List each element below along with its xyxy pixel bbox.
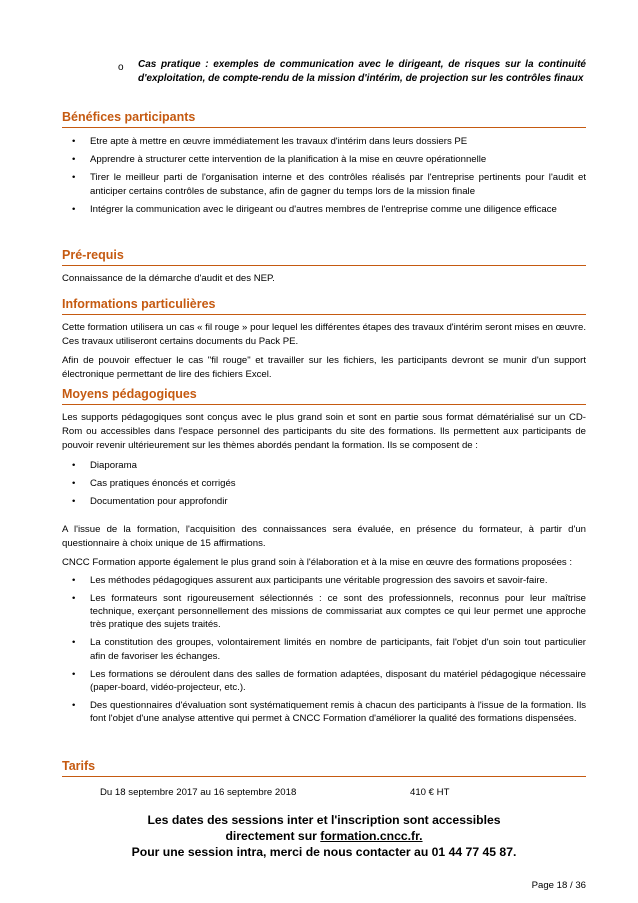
list-item: • Apprendre à structurer cette intervention de la planification à la mise en œuvre opérationnelle [72,154,487,166]
benefices-list [62,135,586,216]
bullet-icon: • [72,154,76,166]
moyens-paragraph: Les supports pédagogiques sont conçus avec le plus grand soin et sont en partie sous format dématérialisé sur un CD-Rom ou accessibles dans l'espace personnel des participants du site des formations. Ils permettent aux participants de pouvoir revenir ultérieurement sur les thèmes abordés pendant la formation. Ils se composent de : [62,412,586,451]
page-number: Page 18 / 36 [531,880,586,891]
supports-list [62,459,586,509]
sub-bullet-marker: o [118,62,124,73]
informations-paragraph: Cette formation utilisera un cas « fil rouge » pour lequel les différentes étapes des travaux d'intérim seront mises en œuvre. Ces travaux utiliseront certains documents du Pack PE. [62,322,586,347]
list-item: • Les méthodes pédagogiques assurent aux participants une véritable progression des savoirs et savoir-faire. [72,574,548,586]
prerequis-text: Connaissance de la démarche d'audit et des NEP. [62,273,275,284]
note-line: Les dates des sessions inter et l'inscription sont accessibles [147,813,501,827]
inscription-note [62,812,586,860]
section-moyens [62,387,586,731]
list-item: • La constitution des groupes, volontairement limités en nombre de participants, fait l'objet d'un soin tout particulier afin de favoriser les échanges. [72,637,586,662]
list-item: • Etre apte à mettre en œuvre immédiatement les travaux d'intérim dans leurs dossiers PE [72,136,468,147]
qualite-list [62,574,586,726]
list-item: • Intégrer la communication avec le dirigeant ou d'autres membres de l'entreprise comme une diligence efficace [72,203,557,215]
tarif-price: 410 € HT [410,787,450,798]
bullet-icon: • [72,460,76,471]
list-item: • Les formateurs sont rigoureusement sélectionnés : ce sont des professionnels, reconnus pour leur maîtrise technique, exerçant personnellement des missions de commissariat aux comptes ce qui leur permet une approche très pratique des sujets traités. [72,592,586,631]
list-item: • Les formations se déroulent dans des salles de formation adaptées, disposant du matériel pédagogique nécessaire (paper-board, vidéo-projecteur, etc.). [72,668,586,694]
list-item: • Documentation pour approfondir [72,496,228,508]
section-heading: Informations particulières [62,297,586,315]
list-item: • Des questionnaires d'évaluation sont systématiquement remis à chacun des participants à l'issue de la formation. Ils font l'objet d'une analyse attentive qui permet à CNCC Formation d'améliorer la qualité des formations dispensées. [72,700,586,725]
section-heading: Pré-requis [62,248,586,266]
case-pratique-text: Cas pratique : exemples de communication avec le dirigeant, de risques sur la continuité d'exploitation, de compte-rendu de la mission d'intérim, de projection sur les contrôles finaux [138,59,586,84]
note-line: directement sur formation.cncc.fr. [225,829,423,843]
tarif-period: Du 18 septembre 2017 au 16 septembre 2018 [100,787,297,798]
bullet-icon: • [72,172,76,184]
informations-paragraph: Afin de pouvoir effectuer le cas "fil rouge" et travailler sur les fichiers, les participants devront se munir d'un support électronique permettant de lire des fichiers Excel. [62,355,586,380]
bullet-icon: • [72,700,76,712]
bullet-icon: • [72,203,76,215]
section-prerequis [62,248,586,286]
section-heading: Tarifs [62,759,586,777]
section-benefices [62,110,586,221]
bullet-icon: • [72,496,76,508]
section-informations [62,297,586,382]
bullet-icon: • [72,592,76,604]
bullet-icon: • [72,136,76,147]
section-tarifs [62,759,586,777]
formation-link[interactable]: formation.cncc.fr. [320,829,423,843]
bullet-icon: • [72,574,76,586]
moyens-paragraph: CNCC Formation apporte également le plus grand soin à l'élaboration et à la mise en œuvre des formations proposées : [62,556,573,568]
moyens-paragraph: A l'issue de la formation, l'acquisition des connaissances sera évaluée, en présence du formateur, à partir d'un questionnaire à choix unique de 15 affirmations. [62,523,586,549]
note-line: Pour une session intra, merci de nous contacter au 01 44 77 45 87. [131,845,517,859]
bullet-icon: • [72,478,76,490]
bullet-icon: • [72,637,76,649]
section-heading: Moyens pédagogiques [62,387,586,405]
list-item: • Diaporama [72,460,137,471]
section-heading: Bénéfices participants [62,110,586,128]
list-item: • Tirer le meilleur parti de l'organisation interne et des contrôles réalisés par l'entreprise pertinents pour l'audit et anticiper certains contrôles de substance, afin de gagner du temps lors de la mission finale [72,172,586,197]
bullet-icon: • [72,668,76,680]
list-item: • Cas pratiques énoncés et corrigés [72,478,236,490]
tarif-row [100,787,450,798]
